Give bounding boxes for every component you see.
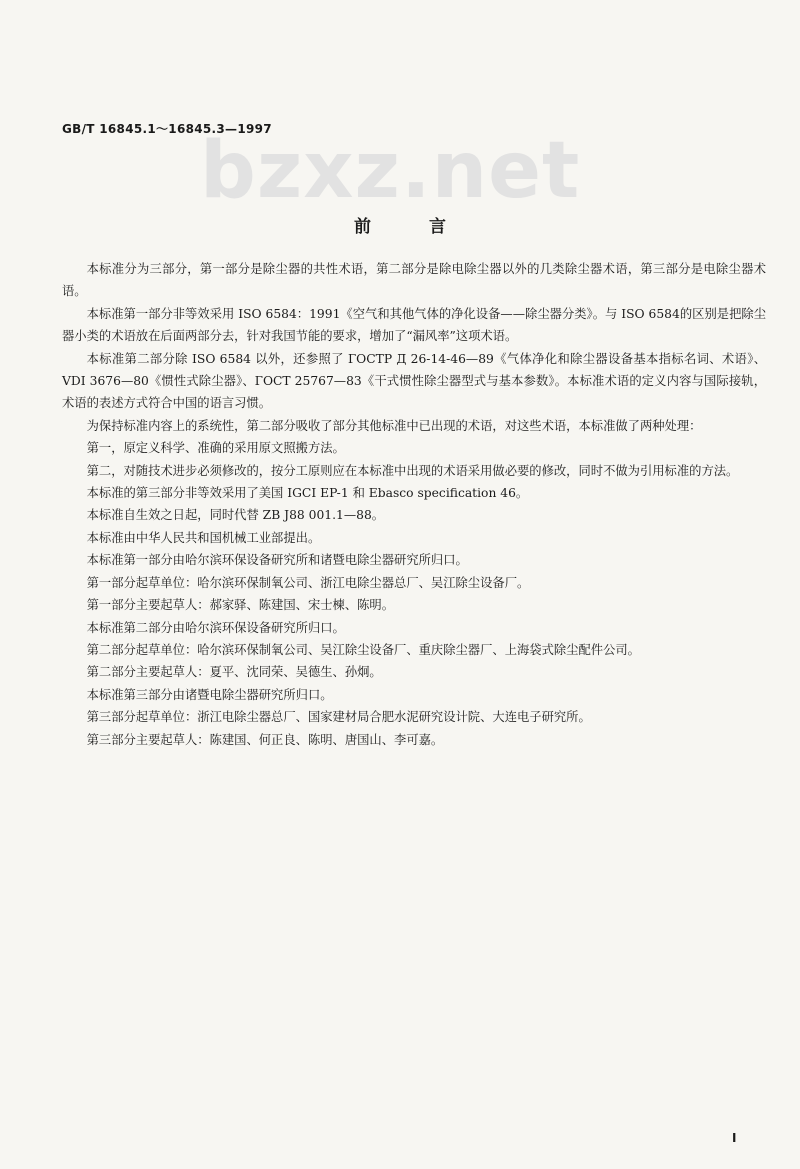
page-title: 前 言: [354, 217, 472, 237]
paragraph: 第三部分起草单位：浙江电除尘器总厂、国家建材局合肥水泥研究设计院、大连电子研究所。: [86, 710, 591, 725]
paragraph: 第一，原定义科学、准确的采用原文照搬方法。: [86, 441, 345, 456]
paragraph: 本标准第一部分由哈尔滨环保设备研究所和诸暨电除尘器研究所归口。: [86, 553, 468, 568]
paragraph: 本标准第一部分非等效采用 ISO 6584：1991《空气和其他气体的净化设备——除尘器分类》。与 ISO 6584的区别是把除尘器小类的术语放在后面两部分去，针对我国节能的要求，增加了“漏风率”这项术语。: [62, 306, 766, 344]
foreword-body: [62, 258, 766, 751]
paragraph: 本标准第二部分由哈尔滨环保设备研究所归口。: [86, 620, 345, 635]
paragraph: 第三部分主要起草人：陈建国、何正良、陈明、唐国山、李可嘉。: [86, 732, 444, 747]
paragraph: 第一部分起草单位：哈尔滨环保制氧公司、浙江电除尘器总厂、吴江除尘设备厂。: [86, 575, 530, 590]
paragraph: 第一部分主要起草人：郝家驿、陈建国、宋士楝、陈明。: [86, 598, 395, 613]
paragraph: 本标准分为三部分，第一部分是除尘器的共性术语，第二部分是除电除尘器以外的几类除尘器术语，第三部分是电除尘器术语。: [62, 262, 766, 299]
paragraph: 为保持标准内容上的系统性，第二部分吸收了部分其他标准中已出现的术语，对这些术语，本标准做了两种处理：: [86, 418, 702, 433]
watermark: bzxz.net: [200, 126, 581, 216]
paragraph: 第二部分主要起草人：夏平、沈同荣、吴德生、孙炯。: [86, 665, 382, 680]
paragraph: 第二部分起草单位：哈尔滨环保制氧公司、吴江除尘设备厂、重庆除尘器厂、上海袋式除尘配件公司。: [86, 642, 640, 657]
paragraph: 本标准由中华人民共和国机械工业部提出。: [86, 530, 321, 545]
paragraph: 本标准自生效之日起，同时代替 ZB J88 001.1—88。: [86, 508, 385, 523]
paragraph: 第二，对随技术进步必须修改的，按分工原则应在本标准中出现的术语采用做必要的修改，同时不做为引用标准的方法。: [86, 463, 739, 478]
paragraph: 本标准的第三部分非等效采用了美国 IGCI EP-1 和 Ebasco specification 46。: [86, 486, 529, 501]
paragraph: 本标准第三部分由诸暨电除尘器研究所归口。: [86, 687, 333, 702]
standard-code: GB/T 16845.1～16845.3—1997: [62, 122, 272, 136]
paragraph: 本标准第二部分除 ISO 6584 以外，还参照了 ГОСТР Д 26-14-46—89《气体净化和除尘器设备基本指标名词、术语》、VDI 3676—80《惯性式除尘器》、ГОСТ 25767—83《干式惯性除尘器型式与基本参数》。本标准术语的定义内容与国际接轨，术语的表述方式符合中国的语言习惯。: [62, 351, 766, 411]
page-number: I: [732, 1131, 737, 1145]
